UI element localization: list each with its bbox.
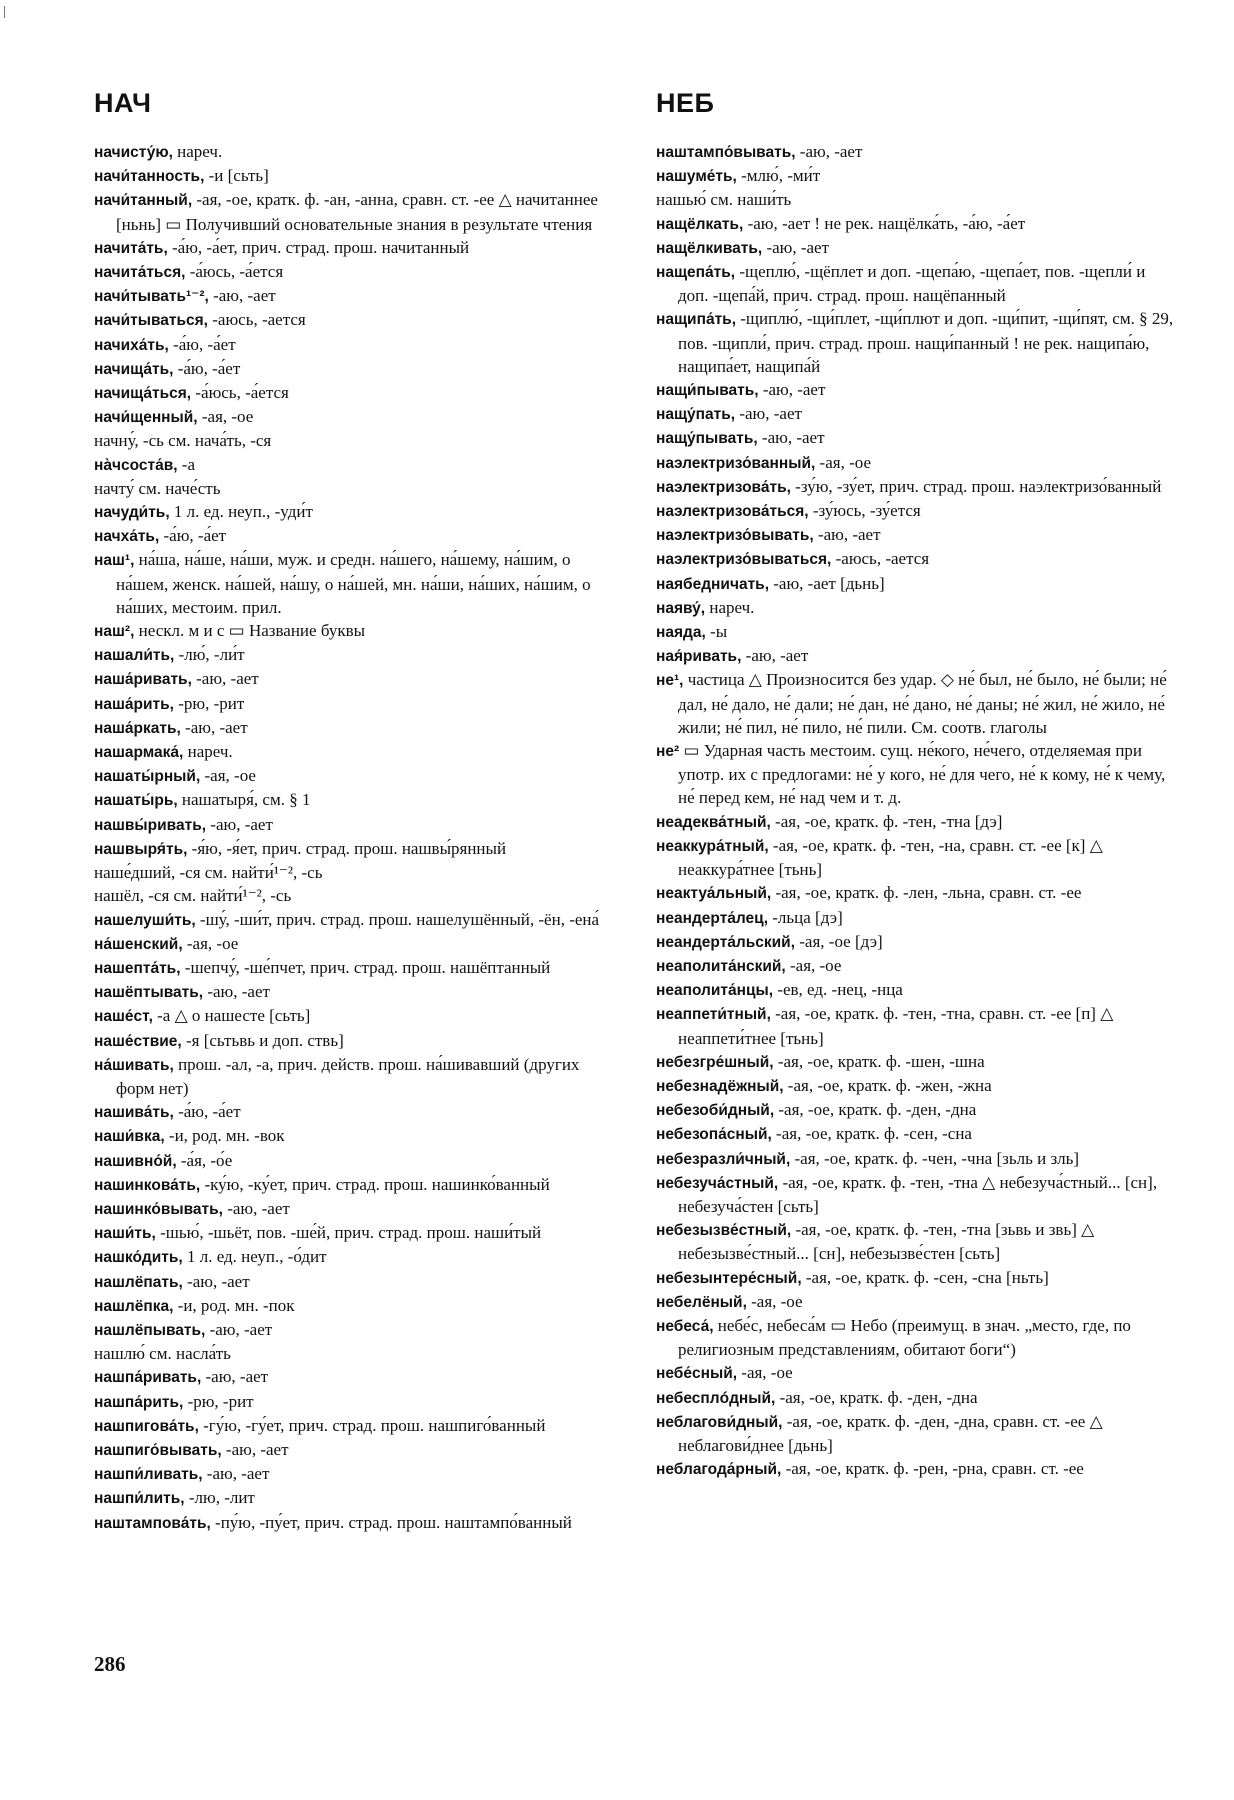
entry-headword: нашвыря́ть,	[94, 840, 188, 858]
entry-headword: наша́ркать,	[94, 719, 181, 737]
entry-definition: -шу́, -ши́т, прич. страд. прош. нашелушённый, -ён, -ена́	[195, 909, 600, 929]
entry-definition: -аю, -ает	[762, 237, 830, 257]
entry-headword: нашинко́вывать,	[94, 1200, 223, 1218]
dictionary-entry	[656, 1171, 1180, 1218]
dictionary-entry	[94, 1294, 620, 1318]
entry-headword: нашко́дить,	[94, 1249, 183, 1267]
entry-headword: наштампо́вывать,	[656, 144, 796, 161]
dictionary-entry	[94, 1511, 620, 1535]
entry-headword: неандерта́лец,	[656, 909, 768, 927]
entry-headword: наша́ривать,	[94, 671, 192, 689]
dictionary-entry	[656, 1361, 1180, 1385]
entry-headword: нашали́ть,	[94, 647, 175, 665]
dictionary-entry	[94, 405, 620, 429]
entry-definition: на́ша, на́ше, на́ши, муж. и средн. на́шего, на́шему, на́шим, о на́шем, женск. на́шей, на́шу, о на́шей, мн. на́ши, на́ших, на́шим, о на́ших, местоим. прил.	[116, 550, 591, 617]
entry-definition: -ев, ед. -нец, -нца	[773, 980, 903, 1000]
entry-definition: -аюсь, -ается	[831, 549, 930, 569]
dictionary-entry	[94, 1318, 620, 1342]
entry-definition: -я [сьтьвь и доп. ствь]	[181, 1030, 344, 1050]
entry-definition: нареч.	[172, 142, 223, 161]
entry-definition: -аю, -ает	[182, 1271, 250, 1291]
entry-definition: начну́, -сь см. нача́ть, -ся	[94, 431, 272, 451]
entry-definition: -а́ю, -а́ет, прич. страд. прош. начитанный	[167, 237, 470, 257]
dictionary-entry	[656, 547, 1180, 571]
dictionary-entry	[94, 260, 620, 284]
entry-headword: неаполита́нский,	[656, 957, 786, 975]
dictionary-entry	[656, 1410, 1180, 1457]
dictionary-entry	[656, 1098, 1180, 1122]
entry-definition: -ая, -ое, кратк. ф. -чен, -чна [зьль и зль]	[790, 1148, 1080, 1168]
entry-definition: -а́я, -о́е	[176, 1150, 233, 1170]
entry-headword: на̀чсоста́в,	[94, 456, 178, 474]
entry-headword: неактуа́льный,	[656, 885, 772, 903]
dictionary-entry	[94, 1124, 620, 1148]
dictionary-entry	[656, 523, 1180, 547]
dictionary-entry	[94, 740, 620, 764]
entry-headword: нащу́пать,	[656, 406, 736, 424]
entry-definition: -а́юсь, -а́ется	[191, 383, 289, 403]
entry-headword: небезуча́стный,	[656, 1174, 779, 1192]
entry-headword: неаккура́тный,	[656, 837, 769, 855]
dictionary-entry	[94, 643, 620, 667]
dictionary-entry	[94, 1365, 620, 1389]
entry-headword: неблагови́дный,	[656, 1413, 783, 1431]
right-entry-list	[656, 140, 1180, 1481]
dictionary-entry	[94, 1486, 620, 1510]
dictionary-entry	[94, 764, 620, 788]
entry-headword: небелёный,	[656, 1293, 747, 1311]
dictionary-entry	[94, 381, 620, 405]
dictionary-entry	[94, 861, 620, 884]
entry-headword: наше́ствие,	[94, 1032, 182, 1050]
left-column	[94, 88, 620, 1535]
scan-mark	[4, 6, 5, 18]
dictionary-entry	[656, 451, 1180, 475]
dictionary-entry	[656, 810, 1180, 834]
entry-headword: небезнадёжный,	[656, 1077, 784, 1095]
entry-definition: -лю́, -ли́т	[174, 645, 245, 665]
entry-definition: -ая, -ое	[182, 933, 239, 953]
entry-definition: -ая, -ое, кратк. ф. -шен, -шна	[773, 1051, 985, 1071]
dictionary-entry	[656, 1122, 1180, 1146]
entry-definition: -пу́ю, -пу́ет, прич. страд. прош. наштампо́ванный	[210, 1512, 572, 1532]
entry-definition: -щеплю́, -щёплет и доп. -щепа́ю, -щепа́ет, пов. -щепли́ и доп. -щепа́й, прич. страд. прош. нащёпанный	[678, 262, 1146, 306]
entry-definition: -и [сьть]	[204, 166, 269, 186]
entry-headword: наэлектризова́ться,	[656, 503, 809, 521]
dictionary-entry	[94, 1390, 620, 1414]
entry-headword: начиха́ть,	[94, 336, 169, 354]
entry-definition: 1 л. ед. неуп., -о́дит	[182, 1247, 327, 1267]
entry-headword: нашлёпка,	[94, 1297, 174, 1315]
entry-headword: начуди́ть,	[94, 504, 170, 522]
entry-headword: неадеква́тный,	[656, 813, 771, 831]
dictionary-entry	[656, 668, 1180, 739]
dictionary-entry	[94, 908, 620, 932]
entry-definition: прош. -ал, -а, прич. действ. прош. на́шивавший (других форм нет)	[116, 1054, 580, 1098]
entry-headword: нашпа́рить,	[94, 1393, 184, 1411]
entry-definition: ▭ Ударная часть местоим. сущ. не́кого, не́чего, отделяемая при употр. их с предлогами: не́ у кого, не́ для чего, не́ к кому, не́ к чему, не́ перед кем, не́ над чем и т. д.	[678, 741, 1166, 808]
entry-definition: -а	[177, 454, 196, 474]
dictionary-entry	[656, 572, 1180, 596]
entry-definition: -аю, -ает	[201, 1367, 269, 1387]
entry-headword: неблагода́рный,	[656, 1461, 782, 1479]
dictionary-entry	[94, 453, 620, 477]
entry-definition: -ая, -ое	[815, 452, 871, 472]
entry-definition: -ая, -ое, кратк. ф. -сен, -сна [ньть]	[801, 1267, 1049, 1287]
entry-definition: -ая, -ое, кратк. ф. -лен, -льна, сравн. ст. -ее	[771, 883, 1082, 903]
entry-definition: -ая, -ое, кратк. ф. -тен, -тна △ небезуча́стный... [сн], небезуча́стен [сьть]	[678, 1172, 1158, 1216]
entry-headword: начисту́ю,	[94, 144, 173, 161]
entry-headword: нашива́ть,	[94, 1104, 174, 1122]
dictionary-entry	[94, 956, 620, 980]
entry-definition: -ая, -ое, кратк. ф. -ден, -дна	[775, 1387, 978, 1407]
dictionary-entry	[94, 164, 620, 188]
entry-headword: нащи́пывать,	[656, 382, 759, 400]
entry-headword: нащу́пывать,	[656, 430, 758, 448]
dictionary-entry	[94, 1245, 620, 1269]
entry-definition: -ая, -ое, кратк. ф. -тен, -тна [зьвь и звь] △ небезызве́стный... [сн], небезызве́стен [сьть]	[678, 1220, 1095, 1264]
page-number: 286	[94, 1652, 126, 1676]
dictionary-entry	[656, 1218, 1180, 1265]
entry-headword: начи́танность,	[94, 168, 205, 186]
entry-headword: неаполита́нцы,	[656, 982, 774, 1000]
dictionary-entry	[94, 1197, 620, 1221]
entry-definition: нашатыря́, см. § 1	[177, 790, 311, 810]
dictionary-entry	[94, 1414, 620, 1438]
dictionary-entry	[656, 164, 1180, 188]
entry-definition: -млю́, -ми́т	[736, 166, 821, 186]
entry-definition: -аю, -ает	[222, 1198, 290, 1218]
entry-headword: начища́ться,	[94, 385, 192, 403]
entry-headword: нашлёпывать,	[94, 1321, 206, 1339]
entry-headword: нашёптывать,	[94, 984, 204, 1002]
entry-headword: не¹,	[656, 672, 684, 690]
entry-definition: -а́ю, -а́ет	[173, 358, 241, 378]
entry-definition: -аю, -ает ! не рек. нащёлка́ть, -а́ю, -а́ет	[743, 213, 1026, 233]
entry-definition: -ая, -ое, кратк. ф. -ден, -дна, сравн. ст. -ее △ неблагови́днее [дьнь]	[678, 1411, 1103, 1455]
entry-headword: на́шивать,	[94, 1056, 174, 1074]
entry-definition: -и, род. мн. -вок	[164, 1126, 285, 1146]
entry-definition: нареч.	[705, 597, 755, 617]
entry-definition: -ая, -ое, кратк. ф. -сен, -сна	[771, 1124, 972, 1144]
entry-headword: наша́рить,	[94, 695, 174, 713]
entry-headword: не²	[656, 743, 680, 761]
entry-headword: наэлектризова́ть,	[656, 478, 791, 496]
entry-definition: -лю, -лит	[184, 1488, 255, 1508]
entry-headword: нащёлкать,	[656, 215, 744, 233]
dictionary-entry	[94, 1100, 620, 1124]
entry-headword: нашепта́ть,	[94, 959, 181, 977]
dictionary-entry	[94, 1029, 620, 1053]
entry-headword: начи́тывать¹⁻²,	[94, 288, 209, 306]
entry-definition: -а́юсь, -а́ется	[185, 262, 284, 282]
dictionary-entry	[656, 1290, 1180, 1314]
entry-definition: -аю, -ает	[180, 717, 248, 737]
entry-definition: -аю, -ает	[202, 1464, 270, 1484]
entry-definition: -ая, -ое	[737, 1363, 793, 1383]
dictionary-entry	[656, 212, 1180, 236]
dictionary-entry	[94, 524, 620, 548]
entry-headword: нашвы́ривать,	[94, 816, 207, 834]
entry-definition: наше́дший, -ся см. найти́¹⁻², -сь	[94, 863, 323, 883]
entry-definition: -аю, -ает	[795, 142, 863, 161]
entry-definition: -ая, -ое, кратк. ф. -ден, -дна	[774, 1100, 977, 1120]
entry-definition: -и, род. мн. -пок	[173, 1295, 295, 1315]
entry-headword: нашпигова́ть,	[94, 1417, 199, 1435]
dictionary-entry	[94, 1462, 620, 1486]
dictionary-entry	[656, 978, 1180, 1002]
dictionary-entry	[656, 260, 1180, 307]
entry-headword: ная́ривать,	[656, 648, 742, 666]
dictionary-entry	[94, 788, 620, 812]
entry-definition: -ая, -ое [дэ]	[795, 931, 883, 951]
entry-headword: начита́ть,	[94, 239, 168, 257]
entry-definition: -ая, -ое	[746, 1291, 803, 1311]
dictionary-entry	[94, 1053, 620, 1100]
entry-definition: -шепчу́, -ше́пчет, прич. страд. прош. нашёптанный	[180, 957, 551, 977]
dictionary-entry	[94, 140, 620, 164]
entry-headword: нашелуши́ть,	[94, 911, 196, 929]
entry-headword: нашивно́й,	[94, 1152, 177, 1170]
dictionary-entry	[656, 1314, 1180, 1361]
entry-definition: -аю, -ает	[208, 286, 276, 306]
dictionary-entry	[94, 284, 620, 308]
entry-headword: нашпа́ривать,	[94, 1369, 202, 1387]
entry-definition: -а́ю, -а́ет	[168, 334, 236, 354]
entry-headword: нащипа́ть,	[656, 311, 736, 329]
entry-headword: наябедничать,	[656, 575, 769, 593]
dictionary-entry	[94, 837, 620, 861]
left-entry-list	[94, 140, 620, 1535]
entry-definition: 1 л. ед. неуп., -уди́т	[169, 502, 313, 522]
entry-headword: небезгре́шный,	[656, 1053, 774, 1071]
dictionary-entry	[94, 619, 620, 643]
dictionary-entry	[656, 426, 1180, 450]
entry-definition: -аю, -ает	[205, 1319, 273, 1339]
entry-definition: -а △ о нашесте [сьть]	[152, 1006, 311, 1026]
entry-headword: наэлектризо́ванный,	[656, 454, 816, 472]
entry-headword: нашлёпать,	[94, 1273, 183, 1291]
entry-definition: -аю, -ает [дьнь]	[769, 573, 885, 593]
entry-headword: наштампова́ть,	[94, 1514, 211, 1532]
entry-headword: начха́ть,	[94, 528, 160, 546]
entry-definition: -аю, -ает	[757, 428, 825, 448]
dictionary-entry	[94, 500, 620, 524]
entry-headword: нашаты́рный,	[94, 768, 201, 786]
dictionary-entry	[656, 402, 1180, 426]
entry-headword: нашпи́лить,	[94, 1490, 185, 1508]
dictionary-entry	[94, 333, 620, 357]
entry-headword: начи́тываться,	[94, 312, 208, 330]
dictionary-entry	[656, 834, 1180, 881]
dictionary-entry	[656, 881, 1180, 905]
entry-headword: небеса́,	[656, 1317, 714, 1335]
entry-definition: нареч.	[183, 742, 233, 762]
entry-definition: -рю, -рит	[183, 1391, 254, 1411]
dictionary-entry	[656, 596, 1180, 620]
right-running-head: НЕБ	[656, 88, 715, 118]
entry-definition: -ы	[705, 622, 728, 642]
entry-definition: -ая, -ое, кратк. ф. -тен, -тна, сравн. ст. -ее [п] △ неаппети́тнее [тьнь]	[678, 1004, 1114, 1048]
dictionary-entry	[94, 813, 620, 837]
entry-definition: -зу́юсь, -зу́ется	[808, 501, 921, 521]
dictionary-entry	[656, 1074, 1180, 1098]
dictionary-entry	[656, 236, 1180, 260]
dictionary-entry	[656, 307, 1180, 378]
entry-definition: -ая, -ое, кратк. ф. -тен, -тна [дэ]	[770, 811, 1003, 831]
entry-definition: -аю, -ает	[758, 380, 826, 400]
entry-definition: -льца [дэ]	[768, 907, 843, 927]
dictionary-entry	[94, 357, 620, 381]
entry-headword: неаппети́тный,	[656, 1006, 771, 1024]
entry-headword: начита́ться,	[94, 264, 186, 282]
entry-definition: -рю, -рит	[173, 693, 245, 713]
entry-headword: нашармака́,	[94, 744, 184, 762]
dictionary-entry	[94, 548, 620, 619]
entry-definition: -ку́ю, -ку́ет, прич. страд. прош. нашинко́ванный	[200, 1174, 550, 1194]
entry-headword: наше́ст,	[94, 1008, 153, 1026]
entry-definition: нашью́ см. наши́ть	[656, 190, 792, 210]
dictionary-entry	[656, 1457, 1180, 1481]
entry-definition: -аю, -ает	[221, 1439, 289, 1459]
entry-headword: наэлектризо́вывать,	[656, 527, 814, 545]
entry-definition: -ая, -ое	[200, 766, 256, 786]
dictionary-entry	[656, 378, 1180, 402]
entry-definition: -шью́, -шьёт, пов. -ше́й, прич. страд. прош. наши́тый	[155, 1223, 542, 1243]
entry-definition: нашёл, -ся см. найти́¹⁻², -сь	[94, 886, 292, 906]
dictionary-entry	[656, 644, 1180, 668]
dictionary-entry	[656, 1002, 1180, 1049]
entry-headword: нашпиго́вывать,	[94, 1441, 222, 1459]
entry-definition: -аю, -ает	[741, 646, 809, 666]
entry-headword: нашуме́ть,	[656, 168, 737, 186]
entry-definition: -щиплю́, -щи́плет, -щи́плют и доп. -щи́пит, -щи́пят, см. § 29, пов. -щипли́, прич. страд. прош. нащи́панный ! не рек. нащипа́ю, нащипа́ет, нащипа́й	[678, 309, 1174, 376]
dictionary-entry	[94, 429, 620, 452]
entry-definition: -я́ю, -я́ет, прич. страд. прош. нашвы́рянный	[187, 838, 507, 858]
entry-headword: небезопа́сный,	[656, 1126, 772, 1144]
dictionary-entry	[656, 954, 1180, 978]
entry-definition: -аю, -ает	[735, 404, 802, 424]
entry-headword: нащёлкивать,	[656, 239, 763, 257]
entry-headword: наяда,	[656, 624, 706, 642]
entry-definition: -а́ю, -а́ет	[159, 526, 227, 546]
entry-headword: наэлектризо́вываться,	[656, 551, 832, 569]
entry-definition: -аю, -ает	[813, 525, 881, 545]
entry-definition: -ая, -ое, кратк. ф. -жен, -жна	[783, 1075, 992, 1095]
entry-definition: частица △ Произносится без удар. ◇ не́ был, не́ было, не́ были; не́ дал, не́ дало, не́ дали; не́ дан, не́ дано, не́ даны; не́ жил, не́ жило, не́ жили; не́ пил, не́ пило, не́ пили. См. соотв. глаголы	[678, 670, 1167, 737]
dictionary-entry	[656, 1386, 1180, 1410]
dictionary-entry	[94, 1004, 620, 1028]
dictionary-entry	[94, 188, 620, 235]
entry-definition: -ая, -ое	[785, 955, 842, 975]
entry-headword: наяву́,	[656, 599, 706, 617]
entry-headword: наш²,	[94, 623, 135, 641]
dictionary-entry	[94, 477, 620, 500]
entry-headword: на́шенский,	[94, 935, 183, 953]
entry-definition: нескл. м и с ▭ Название буквы	[134, 621, 366, 641]
entry-definition: -а́ю, -а́ет	[173, 1102, 241, 1122]
entry-definition: нашлю́ см. насла́ть	[94, 1344, 231, 1364]
entry-headword: небе́сный,	[656, 1365, 738, 1383]
entry-headword: нащепа́ть,	[656, 264, 736, 282]
entry-definition: -ая, -ое, кратк. ф. -тен, -на, сравн. ст. -ее [к] △ неаккура́тнее [тьнь]	[678, 835, 1103, 880]
dictionary-entry	[94, 1438, 620, 1462]
entry-headword: небесплóдный,	[656, 1389, 776, 1407]
dictionary-entry	[94, 716, 620, 740]
entry-headword: нашинкова́ть,	[94, 1176, 201, 1194]
entry-definition: -аюсь, -ается	[208, 310, 306, 330]
entry-headword: нашаты́рь,	[94, 792, 178, 810]
entry-definition: -аю, -ает	[206, 814, 273, 834]
entry-headword: небезоби́дный,	[656, 1102, 775, 1120]
dictionary-entry	[94, 308, 620, 332]
entry-definition: -ая, -ое, кратк. ф. -рен, -рна, сравн. ст. -ее	[781, 1459, 1084, 1479]
entry-definition: -аю, -ает	[203, 982, 270, 1002]
dictionary-entry	[94, 236, 620, 260]
dictionary-entry	[656, 620, 1180, 644]
dictionary-entry	[94, 884, 620, 907]
entry-definition: -аю, -ает	[191, 669, 259, 689]
dictionary-entry	[656, 739, 1180, 810]
entry-headword: небезызве́стный,	[656, 1222, 792, 1240]
dictionary-entry	[94, 980, 620, 1004]
entry-headword: неандерта́льский,	[656, 933, 796, 951]
dictionary-entry	[656, 930, 1180, 954]
entry-definition: -ая, -ое	[197, 407, 254, 427]
dictionary-entry	[94, 1149, 620, 1173]
entry-headword: наши́вка,	[94, 1128, 165, 1146]
entry-headword: начи́щенный,	[94, 409, 198, 427]
dictionary-entry	[94, 1270, 620, 1294]
left-running-head: НАЧ	[94, 88, 152, 118]
entry-definition: начту́ см. наче́сть	[94, 478, 221, 498]
dictionary-entry	[656, 188, 1180, 211]
dictionary-entry	[94, 1342, 620, 1365]
right-column	[656, 88, 1180, 1481]
dictionary-entry	[656, 140, 1180, 164]
entry-definition: небе́с, небеса́м ▭ Небо (преимущ. в знач. „место, где, по религиозным представлениям, обитают боги“)	[678, 1315, 1131, 1360]
dictionary-entry	[94, 667, 620, 691]
dictionary-entry	[656, 1147, 1180, 1171]
entry-definition: -зу́ю, -зу́ет, прич. страд. прош. наэлектризо́ванный	[790, 476, 1162, 496]
dictionary-entry	[656, 1266, 1180, 1290]
dictionary-entry	[656, 1050, 1180, 1074]
dictionary-entry	[94, 1173, 620, 1197]
entry-headword: начища́ть,	[94, 360, 174, 378]
entry-headword: нашпи́ливать,	[94, 1466, 203, 1484]
dictionary-entry	[656, 499, 1180, 523]
dictionary-entry	[656, 906, 1180, 930]
dictionary-entry	[94, 932, 620, 956]
entry-headword: небезынтере́сный,	[656, 1269, 802, 1287]
dictionary-entry	[94, 692, 620, 716]
entry-headword: начи́танный,	[94, 192, 193, 210]
dictionary-entry	[94, 1221, 620, 1245]
entry-headword: наш¹,	[94, 552, 135, 570]
entry-definition: -ая, -ое, кратк. ф. -ан, -анна, сравн. ст. -ее △ начитаннее [ньнь] ▭ Получивший основательные знания в результате чтения	[116, 190, 598, 234]
entry-headword: небезразли́чный,	[656, 1150, 791, 1168]
dictionary-entry	[656, 475, 1180, 499]
entry-headword: наши́ть,	[94, 1225, 156, 1243]
entry-definition: -гу́ю, -гу́ет, прич. страд. прош. нашпиго́ванный	[198, 1415, 546, 1435]
